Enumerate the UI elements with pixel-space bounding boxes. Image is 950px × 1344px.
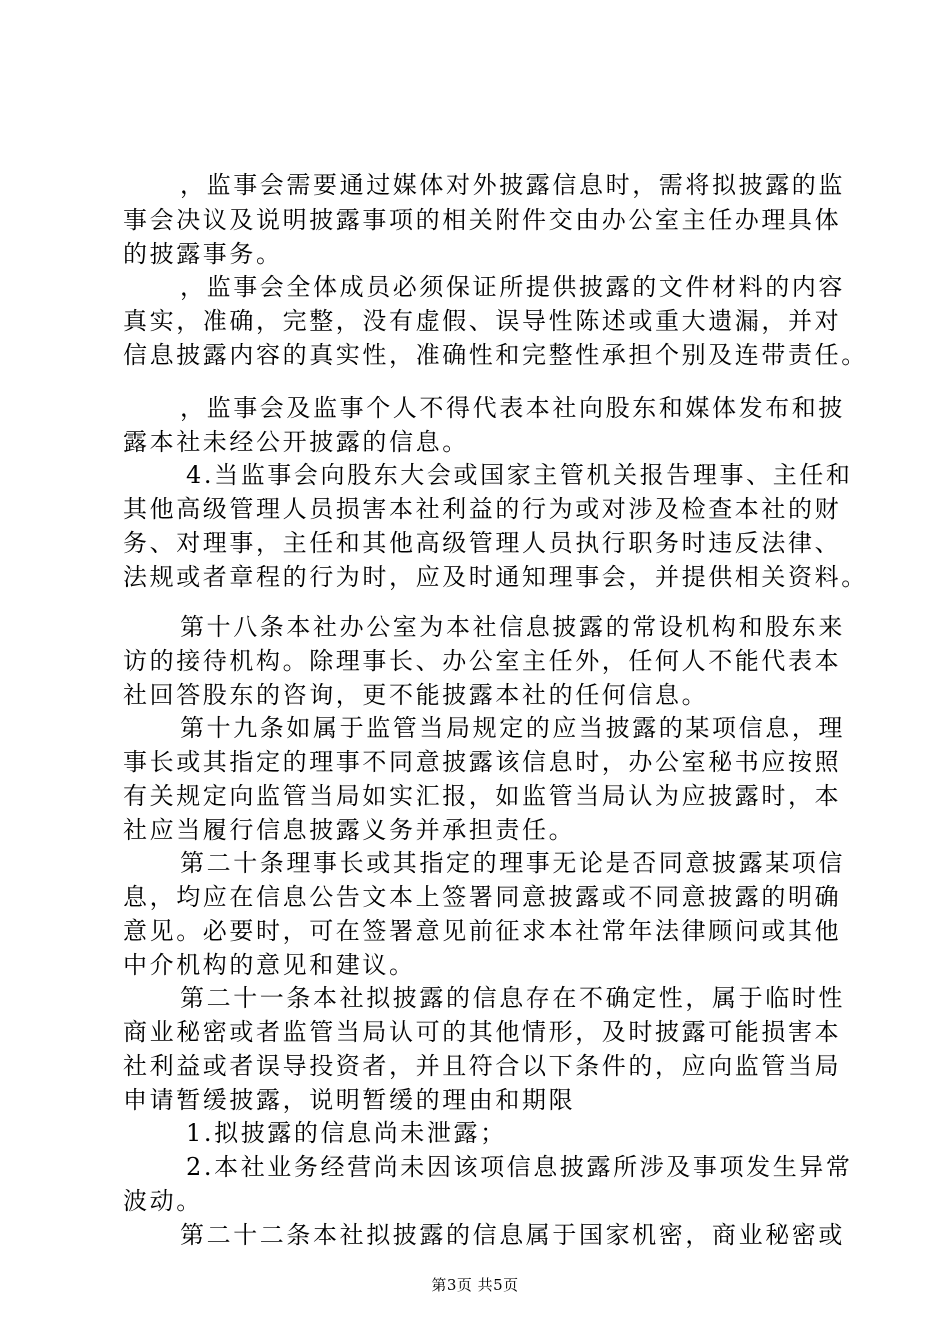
body-line: ，监事会需要通过媒体对外披露信息时，需将拟披露的监 (180, 171, 845, 199)
body-line: 事长或其指定的理事不同意披露该信息时，办公室秘书应按照 (123, 748, 842, 776)
body-line: 第二十一条本社拟披露的信息存在不确定性，属于临时性 (180, 984, 845, 1012)
body-line: 意见。必要时，可在签署意见前征求本社常年法律顾问或其他 (123, 917, 842, 945)
body-line: 第二十条理事长或其指定的理事无论是否同意披露某项信 (180, 849, 845, 877)
body-line: 事会决议及说明披露事项的相关附件交由办公室主任办理具体 (123, 206, 842, 234)
body-line: 中介机构的意见和建议。 (123, 951, 416, 979)
body-line: 社回答股东的咨询，更不能披露本社的任何信息。 (123, 681, 709, 709)
body-line: 第二十二条本社拟披露的信息属于国家机密，商业秘密或 (180, 1221, 845, 1249)
body-line: 访的接待机构。除理事长、办公室主任外，任何人不能代表本 (123, 647, 842, 675)
body-line: 真实，准确，完整，没有虚假、误导性陈述或重大遗漏，并对 (123, 307, 842, 335)
body-line: 息，均应在信息公告文本上签署同意披露或不同意披露的明确 (123, 883, 842, 911)
body-line: 社利益或者误导投资者，并且符合以下条件的，应向监管当局 (123, 1052, 842, 1080)
body-line: 2.本社业务经营尚未因该项信息披露所涉及事项发生异常 (186, 1153, 853, 1181)
page-number: 第3页 共5页 (431, 1276, 519, 1294)
body-line: 商业秘密或者监管当局认可的其他情形，及时披露可能损害本 (123, 1018, 842, 1046)
body-line: 露本社未经公开披露的信息。 (123, 428, 469, 456)
body-line: 的披露事务。 (123, 240, 283, 268)
body-line: 有关规定向监管当局如实汇报，如监管当局认为应披露时，本 (123, 782, 842, 810)
body-line: 1.拟披露的信息尚未泄露； (186, 1119, 507, 1147)
body-line: 第十九条如属于监管当局规定的应当披露的某项信息，理 (180, 714, 845, 742)
body-line: 信息披露内容的真实性，准确性和完整性承担个别及连带责任。 (123, 341, 868, 369)
body-line: ，监事会及监事个人不得代表本社向股东和媒体发布和披 (180, 394, 845, 422)
body-line: ，监事会全体成员必须保证所提供披露的文件材料的内容 (180, 273, 845, 301)
body-line: 其他高级管理人员损害本社利益的行为或对涉及检查本社的财 (123, 495, 842, 523)
body-line: 4.当监事会向股东大会或国家主管机关报告理事、主任和 (186, 461, 853, 489)
body-line: 申请暂缓披露，说明暂缓的理由和期限 (123, 1086, 576, 1114)
body-line: 务、对理事，主任和其他高级管理人员执行职务时违反法律、 (123, 529, 842, 557)
body-line: 波动。 (123, 1187, 203, 1215)
body-line: 第十八条本社办公室为本社信息披露的常设机构和股东来 (180, 613, 845, 641)
body-line: 法规或者章程的行为时，应及时通知理事会，并提供相关资料。 (123, 563, 868, 591)
body-line: 社应当履行信息披露义务并承担责任。 (123, 816, 576, 844)
